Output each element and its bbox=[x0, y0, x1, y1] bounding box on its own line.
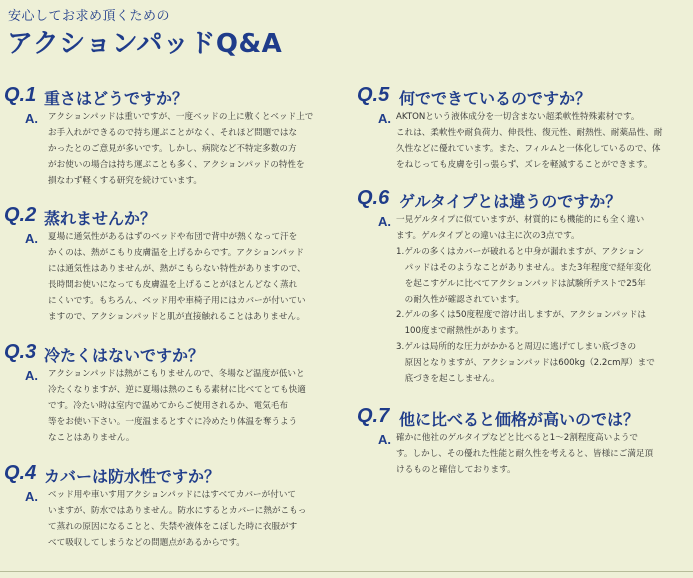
qa-item-2 bbox=[4, 204, 344, 322]
question-number: Q.6 bbox=[357, 187, 390, 209]
question-number: Q.7 bbox=[357, 405, 390, 427]
answer-line: パッドはそのようなことがありません。また3年程度で経年変化 bbox=[396, 262, 652, 273]
question-number: Q.5 bbox=[357, 84, 390, 106]
qa-item-5 bbox=[357, 84, 691, 170]
answer-line: アクションパッドは重いですが、一度ベッドの上に敷くとベッド上で bbox=[48, 112, 314, 122]
question-text: カバーは防水性ですか？ bbox=[44, 467, 221, 486]
question-text: 他に比べると価格が高いのでは？ bbox=[399, 410, 640, 429]
question-row bbox=[357, 405, 691, 431]
answer-mark: A. bbox=[378, 111, 391, 126]
answer-line: アクションパッドは熱がこもりませんので、冬場など温度が低いと bbox=[48, 369, 305, 379]
answer-text bbox=[396, 110, 662, 174]
page-subtitle: 安心してお求め頂くための bbox=[8, 9, 171, 24]
answer-line: 長時間お使いになっても皮膚温を上げることがほとんどなく蒸れ bbox=[48, 279, 298, 290]
answer-mark: A. bbox=[25, 489, 38, 504]
answer-line: けるものと確信しております。 bbox=[396, 464, 516, 475]
answer-line: 夏場に通気性があるはずのベッドや布団で背中が熱くなって汗を bbox=[48, 232, 298, 242]
answer-line: には通気性はありませんが、熱がこもらない特性がありますので、 bbox=[48, 263, 306, 274]
answer-line: 原因となりますが、アクションパッドは600kg（2.2cm厚）まで bbox=[396, 358, 655, 369]
answer-line: て蒸れの原因になることと、失禁や液体をこぼした時に衣服がす bbox=[48, 521, 298, 532]
qa-item-7 bbox=[357, 405, 691, 475]
answer-line: 冷たくなりますが、逆に夏場は熱のこもる素材に比べてとても快適 bbox=[48, 384, 306, 395]
answer-line: かくのは、熱がこもり皮膚温を上げるからです。アクションパッド bbox=[48, 247, 305, 258]
answer-line: 一見ゲルタイプに似ていますが、材質的にも機能的にも全く違い bbox=[396, 215, 645, 225]
question-text: 冷たくはないですか？ bbox=[44, 346, 205, 365]
qa-item-4 bbox=[4, 462, 344, 548]
answer-line: をねじっても皮膚を引っ張らず、ズレを軽減することができます。 bbox=[396, 159, 653, 170]
answer-text bbox=[48, 110, 313, 190]
answer-text bbox=[396, 213, 655, 388]
question-text: ゲルタイプとは違うのですか？ bbox=[399, 192, 622, 211]
answer-line: 確かに他社のゲルタイプなどと比べると1～2割程度高いようで bbox=[396, 433, 639, 443]
answer-text bbox=[48, 488, 306, 552]
question-row bbox=[357, 84, 691, 110]
answer-line: ベッド用や車いす用アクションパッドにはすべてカバーが付いて bbox=[48, 490, 297, 500]
answer-line: です。冷たい時は室内で温めてからご使用されるか、電気毛布 bbox=[48, 400, 288, 411]
answer-text bbox=[396, 431, 653, 479]
answer-mark: A. bbox=[25, 231, 38, 246]
answer-line: これは、柔軟性や耐負荷力、伸長性、復元性、耐熱性、耐薬品性、耐 bbox=[396, 127, 663, 138]
answer-mark: A. bbox=[378, 214, 391, 229]
answer-mark: A. bbox=[25, 368, 38, 383]
answer-line: 1.ゲルの多くはカバーが破れると中身が漏れますが、アクション bbox=[396, 246, 645, 257]
answer-line: がお使いの場合は持ち運ぶことも多く、アクションパッドの特性を bbox=[48, 159, 305, 170]
question-row bbox=[4, 462, 344, 488]
question-number: Q.4 bbox=[4, 462, 37, 484]
question-row bbox=[357, 187, 691, 213]
answer-line: ます。ゲルタイプとの違いは主に次の3点です。 bbox=[396, 230, 580, 241]
answer-line: お手入れができるので持ち運ぶことがなく、それほど問題ではな bbox=[48, 127, 298, 138]
answer-line: 3.ゲルは局所的な圧力がかかると周辺に逃げてしまい底づきの bbox=[396, 342, 637, 353]
answer-line: 底づきを起こしません。 bbox=[396, 374, 500, 385]
question-row bbox=[4, 204, 344, 230]
answer-line: ますので、アクションパッドと肌が直接触れることはありません。 bbox=[48, 311, 306, 322]
answer-line: なことはありません。 bbox=[48, 432, 135, 443]
answer-text bbox=[48, 230, 306, 325]
answer-line: 100度まで耐熱性があります。 bbox=[396, 326, 524, 337]
answer-line: いますが、防水ではありません。防水にするとカバーに熱がこもっ bbox=[48, 505, 307, 516]
question-text: 蒸れませんか？ bbox=[44, 209, 157, 228]
question-number: Q.1 bbox=[4, 84, 37, 106]
answer-line: 等をお使い下さい。一度温まるとすぐに冷めたり体温を奪うよう bbox=[48, 416, 298, 427]
qa-item-1 bbox=[4, 84, 344, 186]
answer-line: 久性などに優れています。また、フィルムと一体化しているので、体 bbox=[396, 143, 661, 154]
answer-line: べて吸収してしまうなどの問題点があるからです。 bbox=[48, 537, 245, 548]
answer-line: にくいです。もちろん、ベッド用や車椅子用にはカバーが付いてい bbox=[48, 295, 306, 306]
answer-line: の耐久性が確認されています。 bbox=[396, 294, 525, 305]
question-text: 何でできているのですか？ bbox=[399, 89, 592, 108]
answer-mark: A. bbox=[25, 111, 38, 126]
answer-mark: A. bbox=[378, 432, 391, 447]
answer-line: を起こすゲルに比べてアクションパッドは試験所テストで25年 bbox=[396, 278, 646, 289]
page-title: アクションパッドQ&A bbox=[7, 29, 283, 59]
question-number: Q.3 bbox=[4, 341, 37, 363]
question-text: 重さはどうですか？ bbox=[44, 89, 189, 108]
answer-line: 2.ゲルの多くは50度程度で溶け出しますが、アクションパッドは bbox=[396, 310, 646, 321]
answer-text bbox=[48, 367, 306, 447]
qa-item-6 bbox=[357, 187, 691, 385]
qa-item-3 bbox=[4, 341, 344, 443]
answer-line: す。しかし、その優れた性能と耐久性を考えると、皆様にご満足頂 bbox=[396, 448, 654, 459]
answer-line: 損なわず軽くする研究を続けています。 bbox=[48, 175, 203, 186]
question-number: Q.2 bbox=[4, 204, 37, 226]
question-row bbox=[4, 84, 344, 110]
question-row bbox=[4, 341, 344, 367]
answer-line: AKTONという液体成分を一切含まない超柔軟性特殊素材です。 bbox=[396, 112, 640, 122]
bottom-divider bbox=[0, 571, 693, 572]
answer-line: かったとのご意見が多いです。しかし、病院など不特定多数の方 bbox=[48, 143, 297, 154]
